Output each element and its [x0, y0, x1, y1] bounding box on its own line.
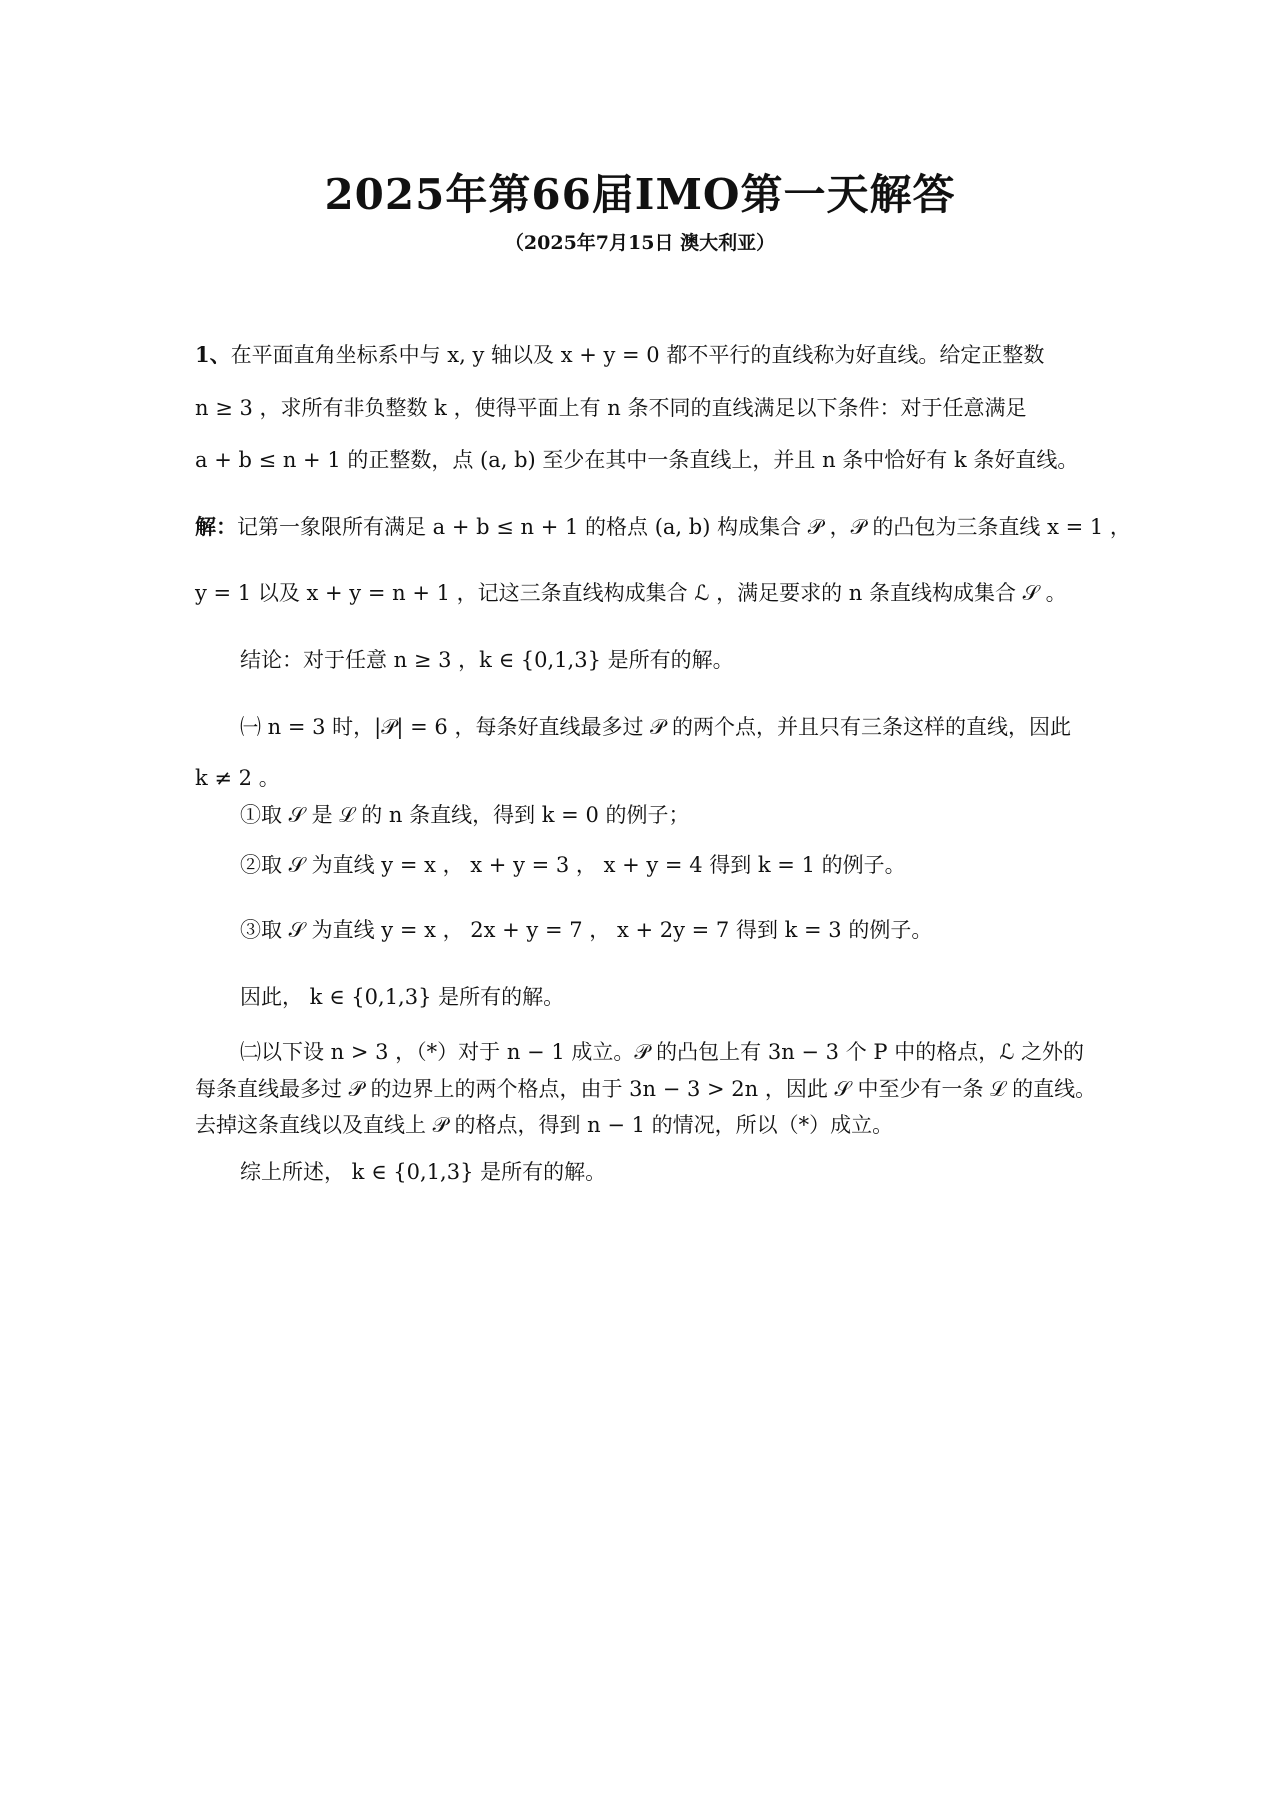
solution-line-2: y = 1 以及 x + y = n + 1 ，记这三条直线构成集合 ℒ ，满足要求的 n 条直线构成集合 𝒮 。: [195, 581, 1067, 605]
solution-line-1: 解：记第一象限所有满足 a + b ≤ n + 1 的格点 (a, b) 构成集合 𝒫 ，𝒫 的凸包为三条直线 x = 1 ，: [195, 514, 1131, 539]
example-two: ②取 𝒮 为直线 y = x ， x + y = 3 ， x + y = 4 得到 k = 1 的例子。: [240, 853, 906, 877]
case-one-conclusion: 因此， k ∈ {0,1,3} 是所有的解。: [240, 985, 565, 1009]
problem-line-3: a + b ≤ n + 1 的正整数，点 (a, b) 至少在其中一条直线上，并且 n 条中恰好有 k 条好直线。: [195, 448, 1079, 472]
page-title: 2025年第66届IMO第一天解答: [324, 170, 956, 219]
case-two-line-1: ㈡以下设 n > 3 ，（*）对于 n − 1 成立。𝒫 的凸包上有 3n − 3 个 P 中的格点，ℒ 之外的: [240, 1040, 1085, 1064]
case-two-line-3: 去掉这条直线以及直线上 𝒫 的格点，得到 n − 1 的情况，所以（*）成立。: [195, 1113, 894, 1137]
case-two-line-2: 每条直线最多过 𝒫 的边界上的两个格点，由于 3n − 3 > 2n ，因此 𝒮 中至少有一条 ℒ 的直线。: [195, 1077, 1097, 1101]
case-one-line-1: ㈠ n = 3 时，|𝒫| = 6 ，每条好直线最多过 𝒫 的两个点，并且只有三条这样的直线，因此: [240, 715, 1071, 739]
problem-line-1: 1、在平面直角坐标系中与 x, y 轴以及 x + y = 0 都不平行的直线称为好直线。给定正整数: [195, 342, 1045, 367]
problem-line-2: n ≥ 3 ，求所有非负整数 k ，使得平面上有 n 条不同的直线满足以下条件：对于任意满足: [195, 396, 1027, 420]
case-one-line-2: k ≠ 2 。: [195, 766, 280, 790]
solution-label: 解：: [195, 514, 237, 539]
example-three: ③取 𝒮 为直线 y = x ， 2x + y = 7 ， x + 2y = 7 得到 k = 3 的例子。: [240, 918, 933, 942]
final-conclusion: 综上所述， k ∈ {0,1,3} 是所有的解。: [240, 1160, 607, 1184]
example-one: ①取 𝒮 是 ℒ 的 n 条直线，得到 k = 0 的例子；: [240, 803, 690, 827]
conclusion-line: 结论：对于任意 n ≥ 3 ，k ∈ {0,1,3} 是所有的解。: [240, 648, 734, 672]
problem-label: 1、: [195, 342, 231, 367]
page-subtitle: （2025年7月15日 澳大利亚）: [504, 232, 776, 254]
